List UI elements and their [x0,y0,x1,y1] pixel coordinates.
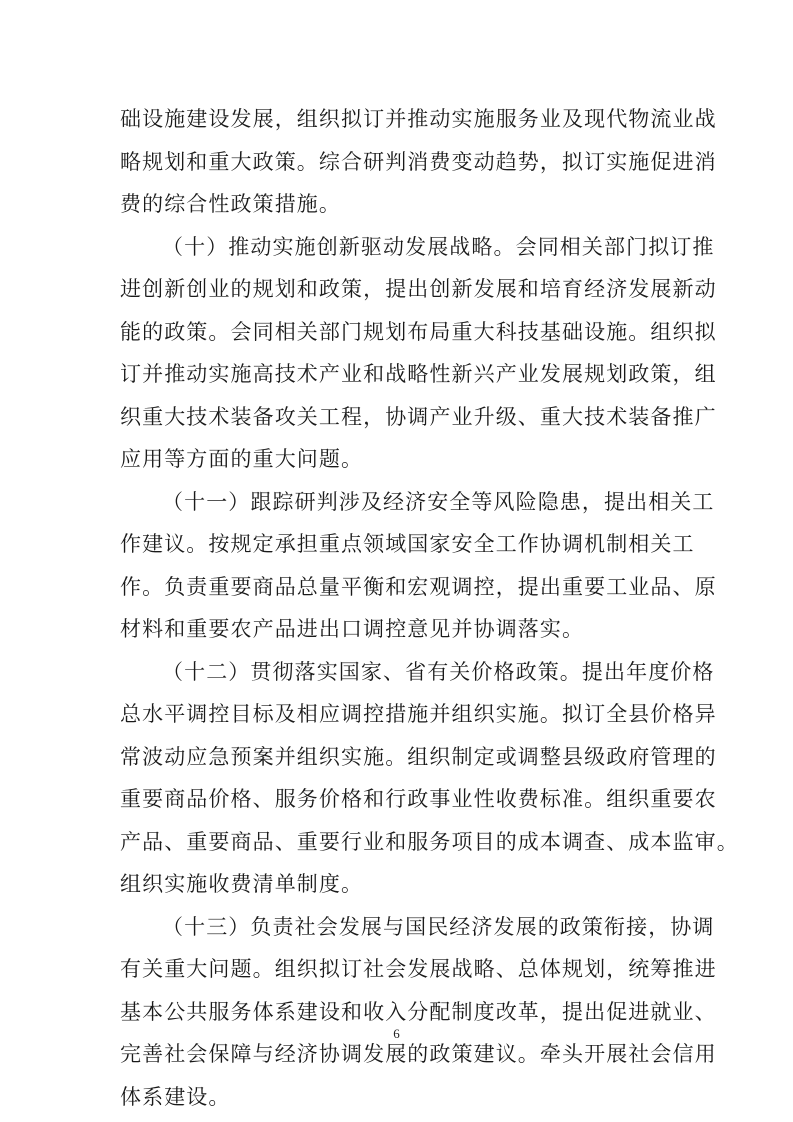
text-line: 常波动应急预案并组织实施。组织制定或调整县级政府管理的 [120,744,717,769]
text-line: 总水平调控目标及相应调控措施并组织实施。拟订全县价格异 [120,702,717,726]
text-line: 体系建设。 [120,1084,231,1109]
text-line: 订并推动实施高技术产业和战略性新兴产业发展规划政策，组 [120,362,717,386]
text-line: 能的政策。会同相关部门规划布局重大科技基础设施。组织拟 [120,319,717,344]
text-line: 基本公共服务体系建设和收入分配制度改革，提出促进就业、 [120,999,717,1024]
page-number: 6 [393,1026,400,1041]
text-line: 应用等方面的重大问题。 [120,447,364,471]
text-line: 作建议。按规定承担重点领域国家安全工作协调机制相关工 [120,532,695,556]
text-line: 完善社会保障与经济协调发展的政策建议。牵头开展社会信用 [120,1042,717,1066]
text-line: 材料和重要农产品进出口调控意见并协调落实。 [120,617,585,641]
text-line: 产品、重要商品、重要行业和服务项目的成本调查、成本监审。 [120,829,739,854]
section-thirteen-heading-line: （十三）负责社会发展与国民经济发展的政策衔接，协调 [162,914,715,939]
text-line: 重要商品价格、服务价格和行政事业性收费标准。组织重要农 [120,787,717,811]
text-line: 有关重大问题。组织拟订社会发展战略、总体规划，统筹推进 [120,957,717,981]
section-eleven-heading-line: （十一）跟踪研判涉及经济安全等风险隐患，提出相关工 [162,489,715,514]
text-line: 础设施建设发展，组织拟订并推动实施服务业及现代物流业战 [120,107,717,131]
text-line: 组织实施收费清单制度。 [120,872,364,896]
text-line: 进创新创业的规划和政策，提出创新发展和培育经济发展新动 [120,277,717,301]
text-line: 费的综合性政策措施。 [120,192,341,216]
section-ten-heading-line: （十）推动实施创新驱动发展战略。会同相关部门拟订推 [162,234,715,259]
text-line: 织重大技术装备攻关工程，协调产业升级、重大技术装备推广 [120,404,717,429]
text-line: 作。负责重要商品总量平衡和宏观调控，提出重要工业品、原 [120,574,717,599]
text-line: 略规划和重大政策。综合研判消费变动趋势，拟订实施促进消 [120,149,717,174]
section-twelve-heading-line: （十二）贯彻落实国家、省有关价格政策。提出年度价格 [162,659,715,684]
